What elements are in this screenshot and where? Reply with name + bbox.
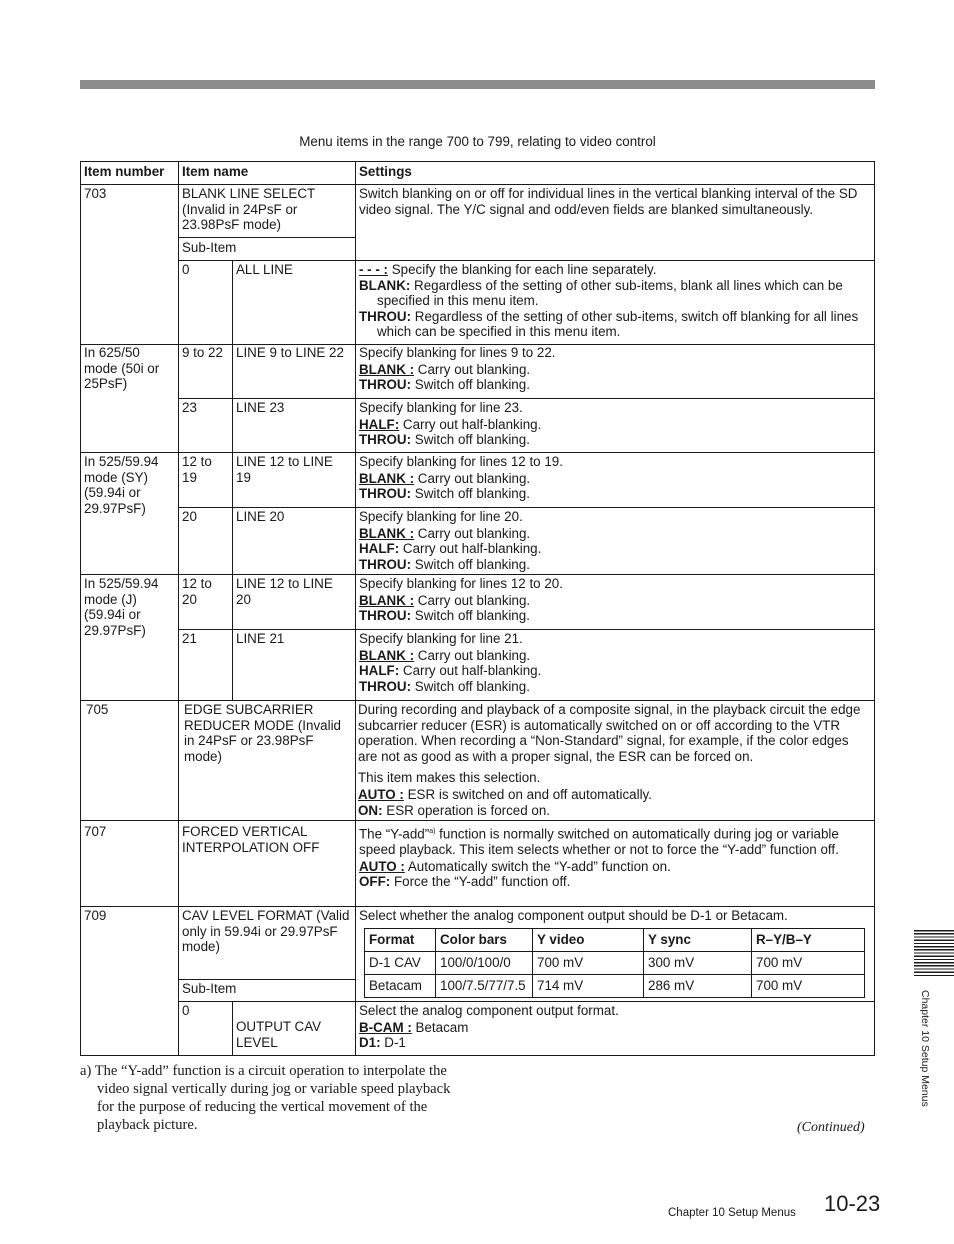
item-number-709: 709 <box>84 908 107 923</box>
sub-item-settings: Specify blanking for line 21. BLANK : Carry out blanking. HALF: Carry out half-blanking. THROU: Switch off blanking. <box>359 631 542 694</box>
chapter-tab-marker <box>914 930 954 978</box>
mode-525-j: In 525/59.94 mode (J) (59.94i or 29.97PsF) <box>84 576 159 638</box>
table-header: Y sync <box>644 929 752 952</box>
sub-item-settings: Specify blanking for lines 12 to 20. BLANK : Carry out blanking. THROU: Switch off blanking. <box>359 576 563 624</box>
header-settings: Settings <box>359 164 412 179</box>
sub-item-name: LINE 12 to LINE 19 <box>236 454 333 485</box>
sub-item-name: LINE 12 to LINE 20 <box>236 576 333 607</box>
table-cell: D-1 CAV <box>365 952 436 975</box>
table-cell: 700 mV <box>752 952 865 975</box>
table-header: Color bars <box>436 929 533 952</box>
sub-item-number: 20 <box>182 509 197 524</box>
table-header: Y video <box>533 929 644 952</box>
item-number-707: 707 <box>84 824 107 839</box>
table-cell: 300 mV <box>644 952 752 975</box>
subitem-label-703: Sub-Item <box>182 240 237 255</box>
sub-item-settings: Specify blanking for line 23. HALF: Carry out half-blanking. THROU: Switch off blanking. <box>359 400 542 448</box>
sub-item-number: 12 to 20 <box>182 576 212 607</box>
table-cell: 100/0/100/0 <box>436 952 533 975</box>
footnote: a) The “Y-add” function is a circuit operation to interpolate the video signal vertically during jog or variable speed playback for the purpose of reducing the vertical movement of the playback picture. <box>80 1063 451 1133</box>
header-item-name: Item name <box>182 164 249 179</box>
sub-item-number: 0 <box>182 262 190 277</box>
item-name-703: BLANK LINE SELECT (Invalid in 24PsF or 23.98PsF mode) <box>182 186 315 233</box>
mode-625-50: In 625/50 mode (50i or 25PsF) <box>84 345 160 392</box>
footer-chapter-title: Chapter 10 Setup Menus <box>668 1207 796 1219</box>
sub-item-settings: Specify blanking for line 20. BLANK : Carry out blanking. HALF: Carry out half-blanking. THROU: Switch off blanking. <box>359 509 542 572</box>
side-chapter-label: Chapter 10 Setup Menus <box>919 990 931 1107</box>
item-number-703: 703 <box>84 186 107 201</box>
settings-709: Select whether the analog component output should be D-1 or Betacam. <box>359 908 788 923</box>
sub-item-name: LINE 20 <box>236 509 285 524</box>
sub-item-number: 21 <box>182 631 197 646</box>
table-cell: 714 mV <box>533 975 644 998</box>
table-cell: 286 mV <box>644 975 752 998</box>
header-item-number: Item number <box>84 164 165 179</box>
sub-item-settings: Select the analog component output format. B-CAM : Betacam D1: D-1 <box>359 1003 619 1051</box>
sub-item-name: OUTPUT CAV LEVEL <box>236 1019 322 1050</box>
table-row <box>365 952 865 975</box>
sub-item-number: 12 to 19 <box>182 454 212 485</box>
item-name-707: FORCED VERTICAL INTERPOLATION OFF <box>182 824 320 855</box>
item-number-705: 705 <box>86 702 109 717</box>
item-name-705: EDGE SUBCARRIER REDUCER MODE (Invalid in 24PsF or 23.98PsF mode) <box>184 702 341 764</box>
cav-level-table <box>364 928 865 998</box>
mode-525-sy: In 525/59.94 mode (SY) (59.94i or 29.97PsF) <box>84 454 159 516</box>
sub-item-name: LINE 21 <box>236 631 285 646</box>
settings-707: The “Y-add”$^{a)}$ function is normally switched on automatically during jog or variable speed playback. This item selects whether or not to force the “Y-add” function off. AUTO : Automatically switch the “Y-add” function on. OFF: Force the “Y-add” function off. <box>359 826 839 890</box>
item-name-709: CAV LEVEL FORMAT (Valid only in 59.94i or 29.97PsF mode) <box>182 908 350 955</box>
table-header: R–Y/B–Y <box>752 929 865 952</box>
sub-item-number: 0 <box>182 1003 190 1018</box>
table-cell: 700 mV <box>533 952 644 975</box>
continued-note: (Continued) <box>797 1120 865 1135</box>
table-cell: 700 mV <box>752 975 865 998</box>
table-header: Format <box>365 929 436 952</box>
sub-item-number: 9 to 22 <box>182 345 223 360</box>
sub-item-settings: - - - : Specify the blanking for each line separately. BLANK: Regardless of the setting of other sub-items, blank all lines which can be specified in this menu item. THROU: Regardless of the setting of other sub-items, switch off blanking for all lines which can be specified in this menu item. <box>359 262 859 340</box>
table-row <box>365 975 865 998</box>
sub-item-settings: Specify blanking for lines 12 to 19. BLANK : Carry out blanking. THROU: Switch off blanking. <box>359 454 563 502</box>
sub-item-name: ALL LINE <box>236 262 293 277</box>
table-cell: Betacam <box>365 975 436 998</box>
sub-item-settings: Specify blanking for lines 9 to 22. BLANK : Carry out blanking. THROU: Switch off blanking. <box>359 345 556 393</box>
table-caption: Menu items in the range 700 to 799, relating to video control <box>299 134 656 149</box>
sub-item-name: LINE 23 <box>236 400 285 415</box>
header-rule <box>80 80 875 89</box>
settings-705: During recording and playback of a composite signal, in the playback circuit the edge subcarrier reducer (ESR) is automatically switched on or off according to the VTR operation. When recording a “Non-Standard” signal, for example, if the color edges are not as good as with a proper signal, the ESR can be forced on. This item makes this selection. AUTO : ESR is switched on and off automatically. ON: ESR operation is forced on. <box>358 702 861 818</box>
page-number: 10-23 <box>824 1191 881 1216</box>
sub-item-name: LINE 9 to LINE 22 <box>236 345 344 360</box>
table-cell: 100/7.5/77/7.5 <box>436 975 533 998</box>
sub-item-number: 23 <box>182 400 197 415</box>
subitem-label-709: Sub-Item <box>182 981 237 996</box>
settings-703: Switch blanking on or off for individual lines in the vertical blanking interval of the SD video signal. The Y/C signal and odd/even fields are blanked simultaneously. <box>359 186 858 217</box>
